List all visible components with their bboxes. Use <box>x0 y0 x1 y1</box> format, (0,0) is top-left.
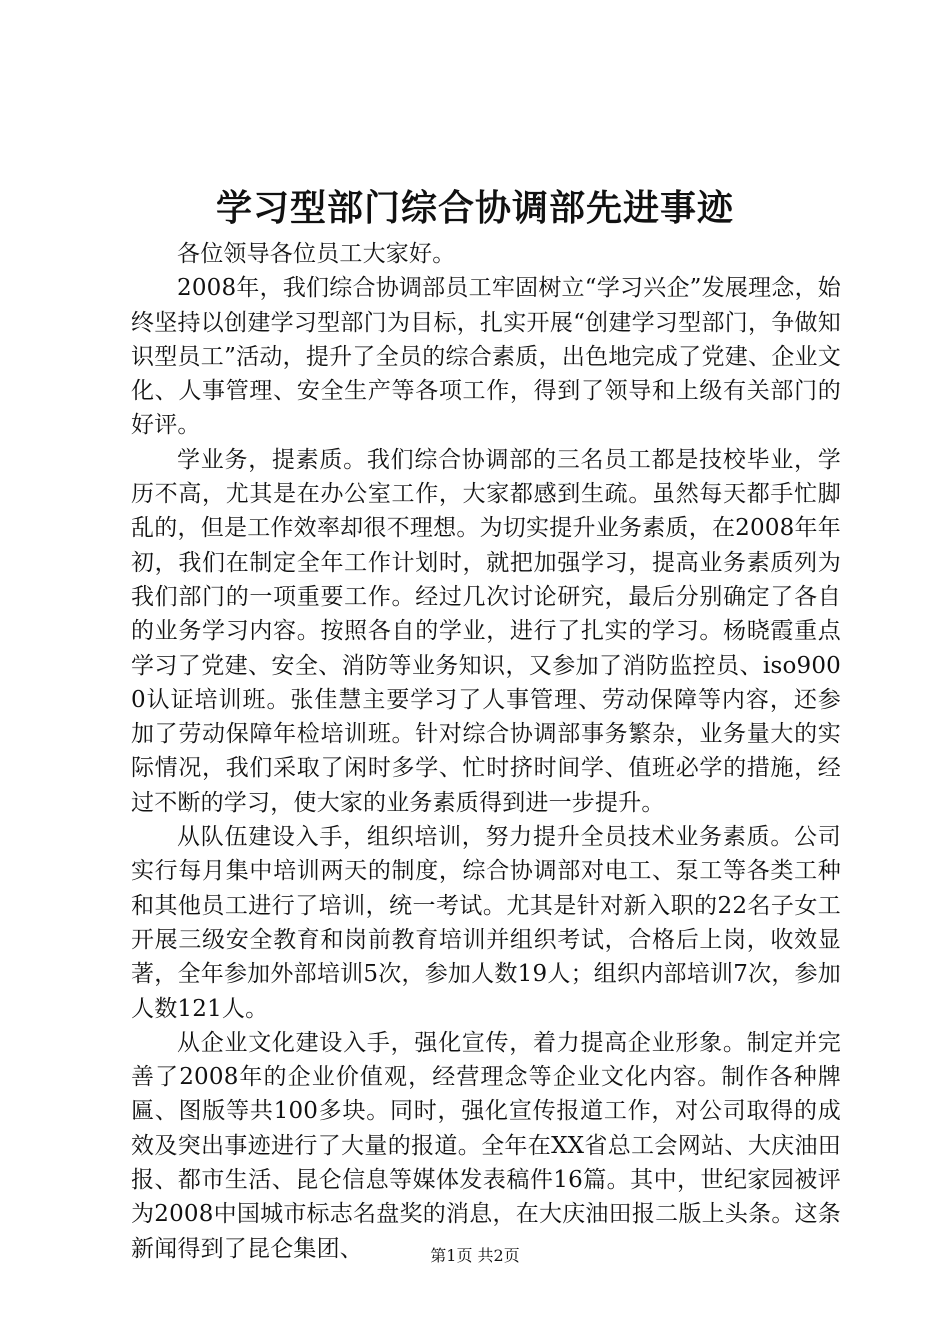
paragraph-learning: 学业务，提素质。我们综合协调部的三名员工都是技校毕业，学历不高，尤其是在办公室工作，大家都感到生疏。虽然每天都手忙脚乱的，但是工作效率却很不理想。为切实提升业务素质，在2008年年初，我们在制定全年工作计划时，就把加强学习，提高业务素质列为我们部门的一项重要工作。经过几次讨论研究，最后分别确定了各自的业务学习内容。按照各自的学业，进行了扎实的学习。杨晓霞重点学习了党建、安全、消防等业务知识，又参加了消防监控员、iso9000认证培训班。张佳慧主要学习了人事管理、劳动保障等内容，还参加了劳动保障年检培训班。针对综合协调部事务繁杂，业务量大的实际情况，我们采取了闲时多学、忙时挤时间学、值班必学的措施，经过不断的学习，使大家的业务素质得到进一步提升。 <box>131 446 841 816</box>
document-body <box>131 237 841 1266</box>
paragraph-intro: 2008年，我们综合协调部员工牢固树立“学习兴企”发展理念，始终坚持以创建学习型部门为目标，扎实开展“创建学习型部门，争做知识型员工”活动，提升了全员的综合素质，出色地完成了党建、企业文化、人事管理、安全生产等各项工作，得到了领导和上级有关部门的好评。 <box>131 275 841 439</box>
paragraph-greeting: 各位领导各位员工大家好。 <box>177 241 456 267</box>
paragraph-culture: 从企业文化建设入手，强化宣传，着力提高企业形象。制定并完善了2008年的企业价值观，经营理念等企业文化内容。制作各种牌匾、图版等共100多块。同时，强化宣传报道工作，对公司取得的成效及突出事迹进行了大量的报道。全年在XX省总工会网站、大庆油田报、都市生活、昆仑信息等媒体发表稿件16篇。其中，世纪家园被评为2008中国城市标志名盘奖的消息，在大庆油田报二版上头条。这条新闻得到了昆仑集团、 <box>131 1029 841 1262</box>
paragraph-training: 从队伍建设入手，组织培训，努力提升全员技术业务素质。公司实行每月集中培训两天的制度，综合协调部对电工、泵工等各类工种和其他员工进行了培训，统一考试。尤其是针对新入职的22名子女工开展三级安全教育和岗前教育培训并组织考试，合格后上岗，收效显著，全年参加外部培训5次，参加人数19人；组织内部培训7次，参加人数121人。 <box>131 824 841 1022</box>
page-number-footer: 第1页 共2页 <box>430 1246 520 1265</box>
document-title: 学习型部门综合协调部先进事迹 <box>215 187 734 229</box>
